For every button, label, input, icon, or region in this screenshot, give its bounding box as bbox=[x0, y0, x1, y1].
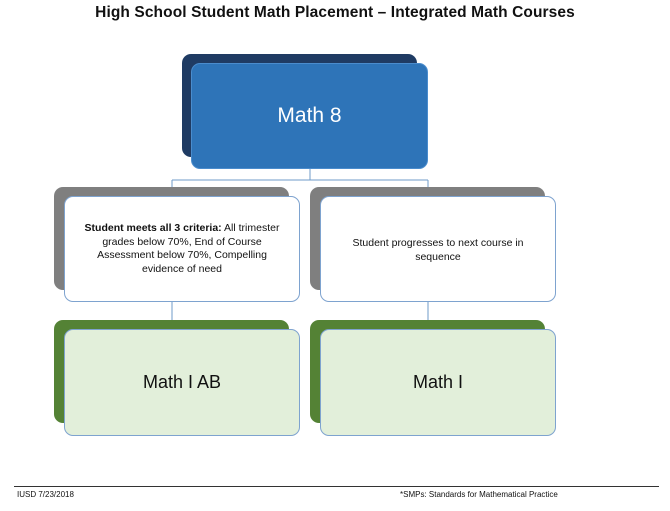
math8-node-label: Math 8 bbox=[277, 104, 342, 127]
math1-node-label: Math I bbox=[412, 372, 464, 392]
math8-node bbox=[191, 63, 428, 169]
criteria-left-node bbox=[64, 196, 300, 302]
criteria-right-text: Student progresses to next course in sequence bbox=[352, 237, 524, 263]
criteria-right-node bbox=[320, 196, 556, 302]
criteria-left-bold: Student meets all 3 criteria: bbox=[84, 222, 222, 234]
math1-node bbox=[320, 329, 556, 436]
page-title: High School Student Math Placement – Integrated Math Courses bbox=[95, 4, 575, 21]
footer-note: *SMPs: Standards for Mathematical Practice bbox=[400, 490, 558, 499]
criteria-left-body: All trimester grades below 70%, End of Course Assessment below 70%, Compelling evidence of need bbox=[97, 222, 280, 275]
footer-date: IUSD 7/23/2018 bbox=[17, 490, 74, 499]
math1ab-node-label: Math I AB bbox=[142, 372, 222, 392]
math1ab-node bbox=[64, 329, 300, 436]
footer-divider bbox=[14, 486, 659, 487]
criteria-left-text bbox=[79, 222, 285, 276]
